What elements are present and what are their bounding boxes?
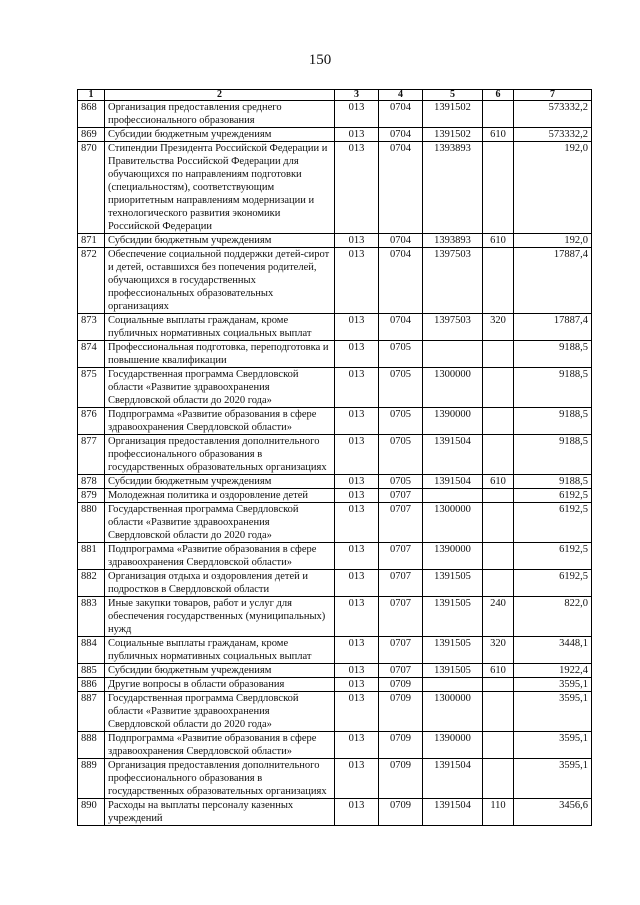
- row-code-5: [423, 489, 483, 503]
- row-code-5: 1391505: [423, 570, 483, 597]
- table-row: [78, 234, 592, 248]
- row-name: Обеспечение социальной поддержки детей-сирот и детей, оставшихся без попечения родителей, обучающихся в государственных профессиональных образовательных организациях: [105, 248, 335, 314]
- row-name: Другие вопросы в области образования: [105, 678, 335, 692]
- row-code-5: 1391505: [423, 664, 483, 678]
- table-row: [78, 678, 592, 692]
- row-code-3: 013: [335, 543, 379, 570]
- row-amount: 9188,5: [514, 435, 592, 475]
- row-code-5: 1391502: [423, 101, 483, 128]
- table-row: [78, 732, 592, 759]
- row-code-5: 1391504: [423, 435, 483, 475]
- row-number: 887: [78, 692, 105, 732]
- row-code-5: 1391505: [423, 637, 483, 664]
- row-number: 877: [78, 435, 105, 475]
- row-code-5: [423, 341, 483, 368]
- row-amount: 17887,4: [514, 248, 592, 314]
- row-code-6: [483, 435, 514, 475]
- row-code-4: 0709: [379, 799, 423, 826]
- row-amount: 1922,4: [514, 664, 592, 678]
- row-amount: 6192,5: [514, 503, 592, 543]
- table-row: [78, 664, 592, 678]
- row-number: 874: [78, 341, 105, 368]
- table-row: [78, 142, 592, 234]
- column-header: 7: [514, 90, 592, 101]
- row-code-6: 610: [483, 234, 514, 248]
- row-code-4: 0707: [379, 637, 423, 664]
- row-amount: 6192,5: [514, 489, 592, 503]
- row-amount: 192,0: [514, 234, 592, 248]
- row-code-6: [483, 142, 514, 234]
- table-row: [78, 368, 592, 408]
- row-code-3: 013: [335, 692, 379, 732]
- row-code-3: 013: [335, 314, 379, 341]
- row-code-6: [483, 732, 514, 759]
- row-name: Социальные выплаты гражданам, кроме публичных нормативных социальных выплат: [105, 314, 335, 341]
- row-code-5: 1397503: [423, 314, 483, 341]
- row-code-4: 0704: [379, 234, 423, 248]
- row-code-6: [483, 408, 514, 435]
- row-code-6: [483, 503, 514, 543]
- row-amount: 573332,2: [514, 128, 592, 142]
- row-name: Подпрограмма «Развитие образования в сфере здравоохранения Свердловской области»: [105, 732, 335, 759]
- row-number: 886: [78, 678, 105, 692]
- row-code-4: 0709: [379, 732, 423, 759]
- row-name: Государственная программа Свердловской области «Развитие здравоохранения Свердловской области до 2020 года»: [105, 503, 335, 543]
- row-number: 879: [78, 489, 105, 503]
- row-code-5: 1390000: [423, 408, 483, 435]
- row-code-5: 1391504: [423, 799, 483, 826]
- row-code-3: 013: [335, 248, 379, 314]
- row-code-4: 0704: [379, 101, 423, 128]
- row-number: 884: [78, 637, 105, 664]
- row-amount: 6192,5: [514, 570, 592, 597]
- row-code-4: 0709: [379, 759, 423, 799]
- row-code-4: 0707: [379, 489, 423, 503]
- row-code-6: [483, 368, 514, 408]
- row-amount: 9188,5: [514, 341, 592, 368]
- row-code-3: 013: [335, 142, 379, 234]
- row-code-5: 1393893: [423, 142, 483, 234]
- row-name: Субсидии бюджетным учреждениям: [105, 475, 335, 489]
- column-header: 4: [379, 90, 423, 101]
- row-code-6: [483, 489, 514, 503]
- table-row: [78, 408, 592, 435]
- row-code-5: 1390000: [423, 732, 483, 759]
- row-code-6: [483, 101, 514, 128]
- row-code-6: 320: [483, 637, 514, 664]
- table-row: [78, 503, 592, 543]
- row-code-3: 013: [335, 234, 379, 248]
- column-header: 6: [483, 90, 514, 101]
- table-row: [78, 248, 592, 314]
- page-number: 150: [308, 52, 332, 68]
- row-code-4: 0709: [379, 678, 423, 692]
- row-amount: 3448,1: [514, 637, 592, 664]
- row-name: Профессиональная подготовка, переподготовка и повышение квалификации: [105, 341, 335, 368]
- row-code-6: 610: [483, 128, 514, 142]
- row-number: 889: [78, 759, 105, 799]
- row-code-5: 1300000: [423, 503, 483, 543]
- row-name: Государственная программа Свердловской области «Развитие здравоохранения Свердловской области до 2020 года»: [105, 692, 335, 732]
- row-amount: 9188,5: [514, 408, 592, 435]
- row-code-3: 013: [335, 435, 379, 475]
- column-header: 5: [423, 90, 483, 101]
- row-number: 890: [78, 799, 105, 826]
- row-name: Расходы на выплаты персоналу казенных учреждений: [105, 799, 335, 826]
- row-code-3: 013: [335, 597, 379, 637]
- row-name: Подпрограмма «Развитие образования в сфере здравоохранения Свердловской области»: [105, 543, 335, 570]
- row-code-4: 0704: [379, 128, 423, 142]
- row-amount: 3456,6: [514, 799, 592, 826]
- row-code-3: 013: [335, 101, 379, 128]
- row-amount: 6192,5: [514, 543, 592, 570]
- row-code-5: [423, 678, 483, 692]
- table-row: [78, 692, 592, 732]
- table-row: [78, 101, 592, 128]
- row-code-3: 013: [335, 503, 379, 543]
- row-code-6: 110: [483, 799, 514, 826]
- row-number: 881: [78, 543, 105, 570]
- row-name: Организация отдыха и оздоровления детей и подростков в Свердловской области: [105, 570, 335, 597]
- row-code-3: 013: [335, 341, 379, 368]
- row-amount: 573332,2: [514, 101, 592, 128]
- row-code-5: 1391502: [423, 128, 483, 142]
- table-row: [78, 314, 592, 341]
- row-code-3: 013: [335, 408, 379, 435]
- row-code-4: 0707: [379, 543, 423, 570]
- row-name: Организация предоставления среднего профессионального образования: [105, 101, 335, 128]
- row-code-6: [483, 759, 514, 799]
- row-code-6: [483, 678, 514, 692]
- row-code-6: 240: [483, 597, 514, 637]
- row-code-6: [483, 692, 514, 732]
- row-code-6: [483, 543, 514, 570]
- table-body: [78, 101, 592, 826]
- budget-table: [77, 89, 592, 826]
- row-number: 882: [78, 570, 105, 597]
- row-code-5: 1391505: [423, 597, 483, 637]
- table-row: [78, 597, 592, 637]
- row-amount: 17887,4: [514, 314, 592, 341]
- column-header: 1: [78, 90, 105, 101]
- row-name: Субсидии бюджетным учреждениям: [105, 234, 335, 248]
- column-header: 2: [105, 90, 335, 101]
- table-row: [78, 570, 592, 597]
- row-name: Субсидии бюджетным учреждениям: [105, 664, 335, 678]
- row-code-4: 0707: [379, 597, 423, 637]
- table-row: [78, 435, 592, 475]
- row-number: 875: [78, 368, 105, 408]
- row-amount: 3595,1: [514, 692, 592, 732]
- row-number: 868: [78, 101, 105, 128]
- row-name: Организация предоставления дополнительного профессионального образования в государственных образовательных организациях: [105, 435, 335, 475]
- table-row: [78, 128, 592, 142]
- column-header: 3: [335, 90, 379, 101]
- row-code-6: 320: [483, 314, 514, 341]
- row-amount: 9188,5: [514, 475, 592, 489]
- row-code-5: 1397503: [423, 248, 483, 314]
- table-row: [78, 799, 592, 826]
- row-code-6: 610: [483, 664, 514, 678]
- row-code-3: 013: [335, 678, 379, 692]
- row-number: 876: [78, 408, 105, 435]
- row-code-4: 0707: [379, 664, 423, 678]
- row-number: 880: [78, 503, 105, 543]
- row-number: 883: [78, 597, 105, 637]
- row-code-6: [483, 570, 514, 597]
- row-code-3: 013: [335, 664, 379, 678]
- row-amount: 3595,1: [514, 732, 592, 759]
- row-code-3: 013: [335, 732, 379, 759]
- row-code-5: 1391504: [423, 475, 483, 489]
- row-code-4: 0707: [379, 570, 423, 597]
- row-name: Субсидии бюджетным учреждениям: [105, 128, 335, 142]
- row-amount: 3595,1: [514, 759, 592, 799]
- row-code-3: 013: [335, 570, 379, 597]
- row-code-6: [483, 248, 514, 314]
- row-number: 872: [78, 248, 105, 314]
- row-code-5: 1391504: [423, 759, 483, 799]
- row-amount: 9188,5: [514, 368, 592, 408]
- row-code-4: 0704: [379, 314, 423, 341]
- row-name: Социальные выплаты гражданам, кроме публичных нормативных социальных выплат: [105, 637, 335, 664]
- row-name: Подпрограмма «Развитие образования в сфере здравоохранения Свердловской области»: [105, 408, 335, 435]
- row-number: 873: [78, 314, 105, 341]
- row-code-3: 013: [335, 637, 379, 664]
- row-code-3: 013: [335, 128, 379, 142]
- row-amount: 192,0: [514, 142, 592, 234]
- row-number: 885: [78, 664, 105, 678]
- row-code-5: 1390000: [423, 543, 483, 570]
- row-code-4: 0705: [379, 408, 423, 435]
- row-number: 878: [78, 475, 105, 489]
- row-code-3: 013: [335, 799, 379, 826]
- row-code-6: [483, 341, 514, 368]
- row-code-5: 1300000: [423, 368, 483, 408]
- table-row: [78, 341, 592, 368]
- row-number: 871: [78, 234, 105, 248]
- row-code-3: 013: [335, 759, 379, 799]
- row-code-5: 1393893: [423, 234, 483, 248]
- row-name: Молодежная политика и оздоровление детей: [105, 489, 335, 503]
- row-code-3: 013: [335, 475, 379, 489]
- row-name: Стипендии Президента Российской Федерации и Правительства Российской Федерации для обучающихся по направлениям подготовки (специальностям), соответствующим приоритетным направлениям модернизации и технологического развития экономики Российской Федерации: [105, 142, 335, 234]
- row-code-4: 0709: [379, 692, 423, 732]
- table-row: [78, 543, 592, 570]
- header-row: [78, 90, 592, 101]
- row-amount: 822,0: [514, 597, 592, 637]
- row-number: 869: [78, 128, 105, 142]
- row-code-4: 0705: [379, 475, 423, 489]
- row-name: Государственная программа Свердловской области «Развитие здравоохранения Свердловской области до 2020 года»: [105, 368, 335, 408]
- row-code-3: 013: [335, 368, 379, 408]
- row-code-6: 610: [483, 475, 514, 489]
- row-code-5: 1300000: [423, 692, 483, 732]
- row-amount: 3595,1: [514, 678, 592, 692]
- row-code-4: 0705: [379, 435, 423, 475]
- row-number: 870: [78, 142, 105, 234]
- table-row: [78, 759, 592, 799]
- row-code-4: 0705: [379, 341, 423, 368]
- row-number: 888: [78, 732, 105, 759]
- row-code-4: 0704: [379, 248, 423, 314]
- table-row: [78, 637, 592, 664]
- row-name: Организация предоставления дополнительного профессионального образования в государственных образовательных организациях: [105, 759, 335, 799]
- row-code-4: 0707: [379, 503, 423, 543]
- row-code-4: 0704: [379, 142, 423, 234]
- row-code-4: 0705: [379, 368, 423, 408]
- row-name: Иные закупки товаров, работ и услуг для обеспечения государственных (муниципальных) нужд: [105, 597, 335, 637]
- table-row: [78, 475, 592, 489]
- table-row: [78, 489, 592, 503]
- row-code-3: 013: [335, 489, 379, 503]
